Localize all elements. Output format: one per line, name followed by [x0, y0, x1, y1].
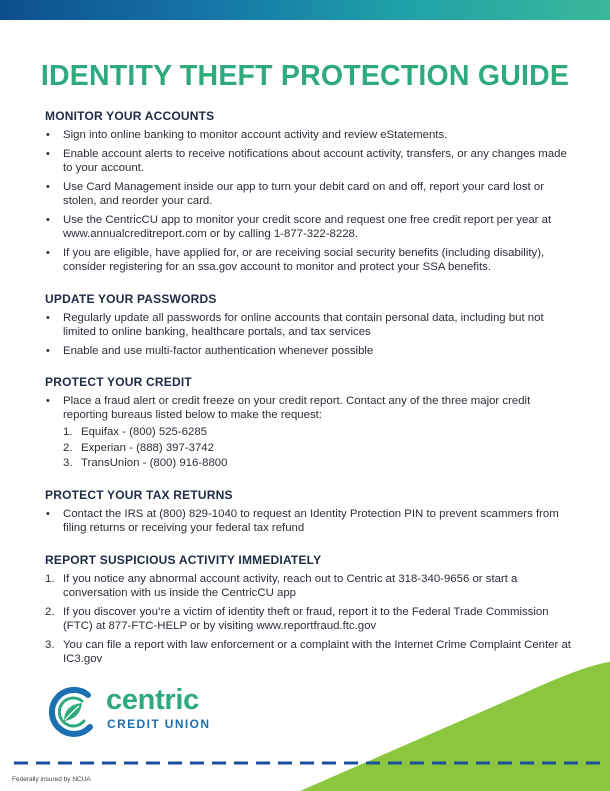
leaf-ring-icon: [44, 681, 100, 741]
list-item: 3. You can file a report with law enforcement or a complaint with the Internet Crime Complaint Center at IC3.gov: [45, 639, 571, 665]
centric-logo: [44, 681, 244, 741]
dashed-divider: [14, 761, 604, 765]
bureau-item: 2. Experian - (888) 397-3742: [63, 441, 214, 454]
bullet-glyph: •: [46, 345, 50, 357]
section-protect-credit: [45, 375, 575, 477]
section-update-passwords: [45, 292, 575, 363]
section-protect-tax-returns: [45, 488, 575, 540]
bullet-glyph: •: [46, 129, 50, 141]
bullet-glyph: •: [46, 214, 50, 226]
page-title: IDENTITY THEFT PROTECTION GUIDE: [40, 60, 570, 92]
bullet-glyph: •: [46, 181, 50, 193]
list-item: • Use the CentricCU app to monitor your credit score and request one free credit report per year at www.annualcreditreport.com or by calling 1-877-322-8228.: [46, 214, 552, 240]
bullet-glyph: •: [46, 312, 50, 324]
footer-note: Federally insured by NCUA: [12, 776, 91, 783]
bureau-item: 1. Equifax - (800) 525-6285: [63, 426, 208, 438]
bullet-glyph: •: [46, 508, 50, 520]
bureau-list: [63, 425, 575, 472]
section-heading: REPORT SUSPICIOUS ACTIVITY IMMEDIATELY: [45, 553, 322, 567]
list-item: • Contact the IRS at (800) 829-1040 to request an Identity Protection PIN to prevent scammers from filing returns or receiving your federal tax refund: [46, 508, 559, 534]
section-monitor-accounts: [45, 109, 575, 279]
list-item: • Enable and use multi-factor authentication whenever possible: [46, 345, 374, 357]
list-item: • Sign into online banking to monitor account activity and review eStatements.: [46, 129, 448, 141]
list-item: • Enable account alerts to receive notifications about account activity, transfers, or any changes made to your account.: [46, 148, 567, 174]
list-item: • Place a fraud alert or credit freeze on your credit report. Contact any of the three major credit reporting bureaus listed below to make the request: 1. Equifax - (800) 525-6285 2. Experian - (888) 397-3742 3. TransUnion - (800) 916-8800: [45, 394, 575, 472]
section-heading: PROTECT YOUR TAX RETURNS: [45, 488, 233, 502]
list-item: 1. If you notice any abnormal account activity, reach out to Centric at 318-340-9656 or start a conversation with us inside the CentricCU app: [45, 573, 518, 599]
bullet-glyph: •: [46, 395, 50, 407]
list-item: • Use Card Management inside our app to turn your debit card on and off, report your card lost or stolen, and reorder your card.: [46, 181, 544, 207]
bureau-item: 3. TransUnion - (800) 916-8800: [63, 457, 228, 469]
section-heading: UPDATE YOUR PASSWORDS: [45, 292, 217, 306]
section-heading: PROTECT YOUR CREDIT: [45, 375, 192, 389]
list-item: • If you are eligible, have applied for, or are receiving social security benefits (including disability), consider registering for an ssa.gov account to monitor and protect your SSA benefits.: [46, 247, 545, 273]
logo-subtitle: CREDIT UNION: [107, 717, 211, 731]
bullet-glyph: •: [46, 148, 50, 160]
logo-wordmark: centric: [106, 684, 199, 716]
list-item: • Regularly update all passwords for online accounts that contain personal data, including but not limited to online banking, healthcare portals, and tax services: [46, 312, 544, 338]
section-heading: MONITOR YOUR ACCOUNTS: [45, 109, 215, 123]
list-item: 2. If you discover you’re a victim of identity theft or fraud, report it to the Federal Trade Commission (FTC) at 877-FTC-HELP or by visiting www.reportfraud.ftc.gov: [45, 606, 549, 632]
bullet-glyph: •: [46, 247, 50, 259]
section-report-suspicious-activity: [45, 553, 575, 671]
